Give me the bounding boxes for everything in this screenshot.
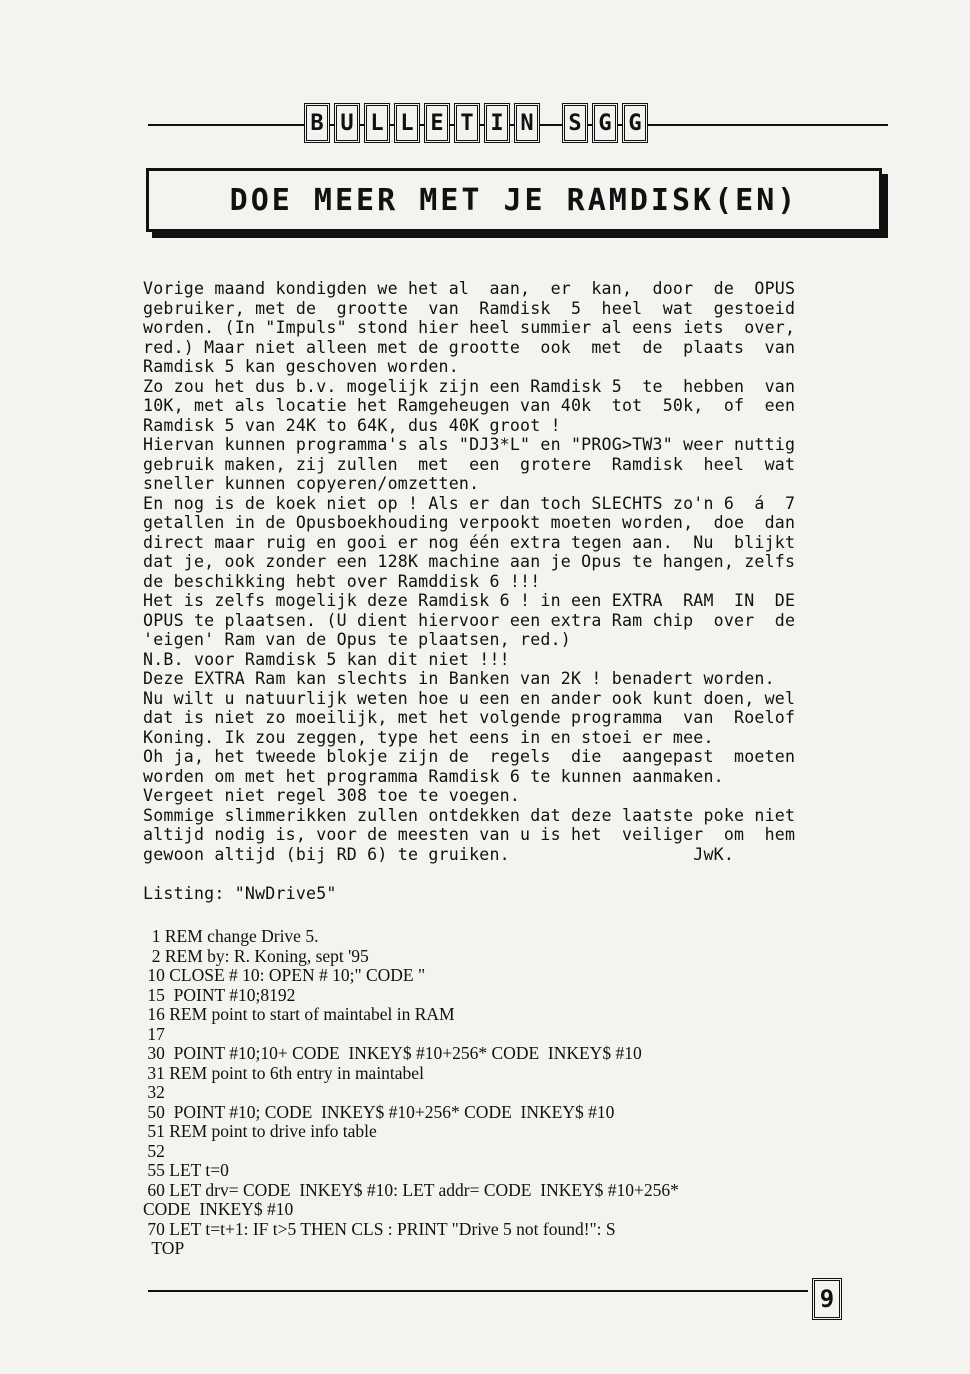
program-listing bbox=[143, 927, 898, 1259]
masthead-letter: S bbox=[562, 103, 588, 143]
body-line: altijd nodig is, voor de meesten van u is het veiliger om hem bbox=[143, 825, 796, 844]
masthead-bulletin-sgg bbox=[304, 103, 648, 143]
body-line: Vorige maand kondigden we het al aan, er kan, door de OPUS bbox=[143, 279, 796, 298]
listing-line: 50 POINT #10; CODE INKEY$ #10+256* CODE INKEY$ #10 bbox=[143, 1101, 615, 1122]
footer-rule bbox=[148, 1290, 808, 1292]
body-line: Listing: "NwDrive5" bbox=[143, 883, 337, 903]
listing-line: CODE INKEY$ #10 bbox=[143, 1199, 294, 1219]
listing-line: 17 bbox=[143, 1023, 165, 1044]
masthead-letter: U bbox=[334, 103, 360, 143]
body-line: Koning. Ik zou zeggen, type het eens in en stoei er mee. bbox=[143, 727, 714, 747]
masthead-letter: G bbox=[592, 103, 618, 143]
listing-line: 2 REM by: R. Koning, sept '95 bbox=[143, 945, 369, 966]
body-line: red.) Maar niet alleen met de grootte ook met de plaats van bbox=[143, 337, 796, 357]
body-line: dat is niet zo moeilijk, met het volgende programma van Roelof bbox=[143, 708, 796, 727]
body-line: En nog is de koek niet op ! Als er dan toch SLECHTS zo'n 6 á 7 bbox=[143, 493, 796, 513]
masthead-letter: N bbox=[514, 103, 540, 143]
listing-line: 60 LET drv= CODE INKEY$ #10: LET addr= CODE INKEY$ #10+256* bbox=[143, 1179, 679, 1200]
listing-line: 32 bbox=[143, 1082, 165, 1102]
body-line: Vergeet niet regel 308 toe te voegen. bbox=[143, 786, 521, 805]
body-line: N.B. voor Ramdisk 5 kan dit niet !!! bbox=[143, 649, 510, 669]
masthead-letter: B bbox=[304, 103, 330, 143]
listing-line: 55 LET t=0 bbox=[143, 1160, 229, 1180]
body-line: Sommige slimmerikken zullen ontdekken dat deze laatste poke niet bbox=[143, 805, 796, 825]
masthead-letter: L bbox=[364, 103, 390, 143]
body-line: dat je, ook zonder een 128K machine aan je Opus te hangen, zelfs bbox=[143, 552, 796, 571]
masthead-letter: E bbox=[424, 103, 450, 143]
masthead-letter: G bbox=[622, 103, 648, 143]
body-line: direct maar ruig en gooi er nog één extra tegen aan. Nu blijkt bbox=[143, 532, 796, 552]
masthead-gap bbox=[544, 103, 558, 143]
listing-line: 1 REM change Drive 5. bbox=[143, 926, 319, 946]
listing-line: TOP bbox=[143, 1238, 185, 1258]
listing-line: 30 POINT #10;10+ CODE INKEY$ #10+256* CODE INKEY$ #10 bbox=[143, 1043, 642, 1063]
masthead-letter: T bbox=[454, 103, 480, 143]
body-line: Nu wilt u natuurlijk weten hoe u een en ander ook kunt doen, wel bbox=[143, 688, 796, 708]
body-line: Oh ja, het tweede blokje zijn de regels die aangepast moeten bbox=[143, 747, 796, 766]
body-line: Deze EXTRA Ram kan slechts in Banken van 2K ! benadert worden. bbox=[143, 669, 775, 688]
body-line: Hiervan kunnen programma's als "DJ3*L" en "PROG>TW3" weer nuttig bbox=[143, 435, 796, 454]
body-line: gebruiker, met de grootte van Ramdisk 5 heel wat gestoeid bbox=[143, 298, 796, 318]
body-line: Zo zou het dus b.v. mogelijk zijn een Ramdisk 5 te hebben van bbox=[143, 376, 796, 396]
body-line: gewoon altijd (bij RD 6) te gruiken. JwK. bbox=[143, 844, 735, 864]
body-line bbox=[143, 864, 898, 884]
article-body bbox=[143, 279, 898, 903]
listing-line: 15 POINT #10;8192 bbox=[143, 984, 296, 1005]
body-line: getallen in de Opusboekhouding verpookt moeten worden, doe dan bbox=[143, 513, 796, 532]
masthead-letter: I bbox=[484, 103, 510, 143]
body-line: 'eigen' Ram van de Opus te plaatsen, red.) bbox=[143, 630, 571, 649]
listing-line: 10 CLOSE # 10: OPEN # 10;" CODE " bbox=[143, 965, 426, 985]
listing-line: 51 REM point to drive info table bbox=[143, 1121, 377, 1141]
body-line: OPUS te plaatsen. (U dient hiervoor een extra Ram chip over de bbox=[143, 610, 796, 630]
article-title-box bbox=[146, 168, 882, 232]
listing-line: 16 REM point to start of maintabel in RAM bbox=[143, 1004, 455, 1024]
masthead-letter: L bbox=[394, 103, 420, 143]
body-line: Het is zelfs mogelijk deze Ramdisk 6 ! in een EXTRA RAM IN DE bbox=[143, 591, 796, 610]
listing-line: 70 LET t=t+1: IF t>5 THEN CLS : PRINT "Drive 5 not found!": S bbox=[143, 1218, 616, 1239]
page-number: 9 bbox=[812, 1278, 842, 1320]
body-line: 10K, met als locatie het Ramgeheugen van 40k tot 50k, of een bbox=[143, 396, 796, 415]
body-line: Ramdisk 5 van 24K to 64K, dus 40K groot ! bbox=[143, 415, 561, 435]
listing-line: 52 bbox=[143, 1140, 165, 1161]
body-line: Ramdisk 5 kan geschoven worden. bbox=[143, 357, 459, 376]
article-title: DOE MEER MET JE RAMDISK(EN) bbox=[229, 182, 799, 218]
body-line: sneller kunnen copyeren/omzetten. bbox=[143, 474, 480, 493]
body-line: worden om met het programma Ramdisk 6 te kunnen aanmaken. bbox=[143, 766, 724, 786]
listing-line: 31 REM point to 6th entry in maintabel bbox=[143, 1062, 424, 1083]
body-line: worden. (In "Impuls" stond hier heel summier al eens iets over, bbox=[143, 318, 796, 337]
body-line: gebruik maken, zij zullen met een grotere Ramdisk heel wat bbox=[143, 454, 796, 474]
body-line: de beschikking hebt over Ramddisk 6 !!! bbox=[143, 571, 541, 591]
